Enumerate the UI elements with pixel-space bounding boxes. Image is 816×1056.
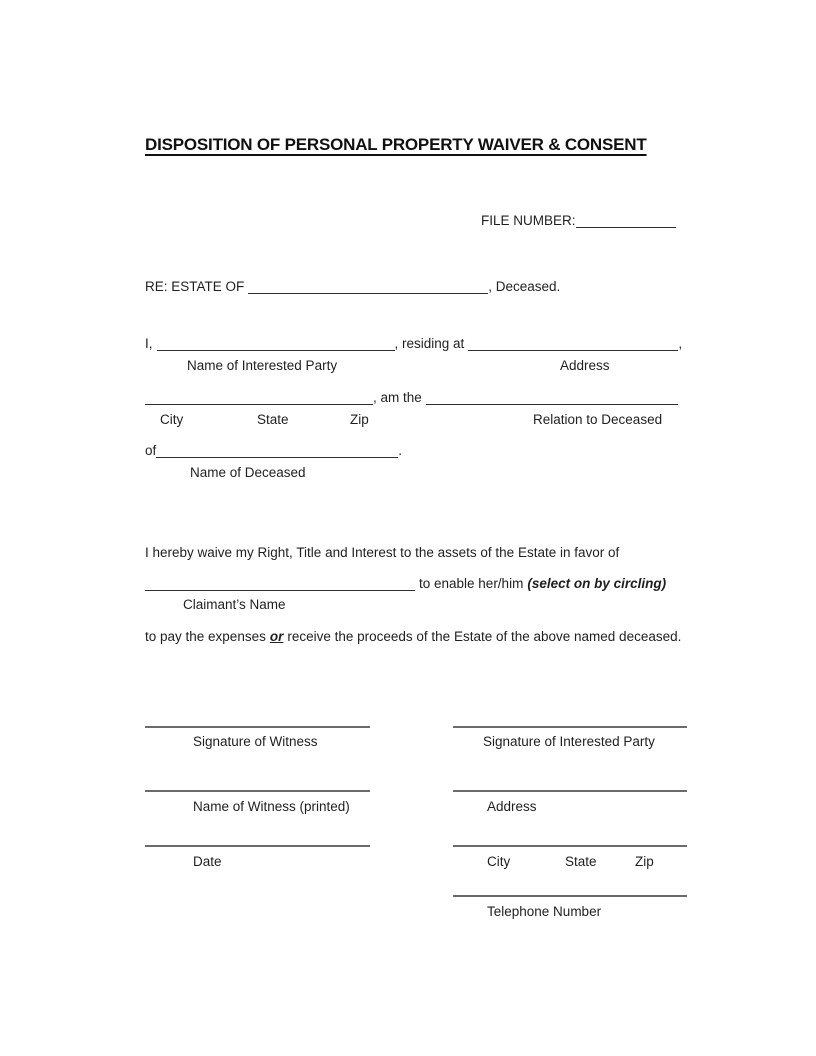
- witness-name-line: [145, 790, 370, 792]
- purpose-or: or: [269, 629, 284, 644]
- zip-caption: Zip: [350, 412, 369, 427]
- party-suffix: ,: [678, 336, 683, 351]
- party-address-blank: [468, 337, 678, 351]
- deceased-name-blank: [156, 444, 398, 458]
- address-caption: Address: [487, 799, 537, 814]
- deceased-suffix: .: [398, 443, 403, 458]
- city-state-zip-line-bottom: [453, 845, 687, 847]
- party-address-caption: Address: [560, 358, 610, 373]
- estate-prefix: RE: ESTATE OF: [145, 279, 245, 294]
- estate-line: [145, 278, 560, 295]
- interested-signature-caption: Signature of Interested Party: [483, 734, 655, 749]
- state-caption: State: [257, 412, 289, 427]
- deceased-name-line: [145, 442, 402, 459]
- date-caption: Date: [193, 854, 222, 869]
- purpose-before: to pay the expenses: [145, 629, 266, 644]
- address-line: [453, 790, 687, 792]
- party-name-blank: [157, 337, 395, 351]
- purpose-line: [145, 628, 681, 645]
- purpose-after: receive the proceeds of the Estate of the above named deceased.: [287, 629, 682, 644]
- estate-suffix: , Deceased.: [488, 279, 561, 294]
- file-number-blank: [576, 214, 676, 228]
- page-title: DISPOSITION OF PERSONAL PROPERTY WAIVER & CONSENT: [145, 135, 647, 154]
- witness-name-caption: Name of Witness (printed): [193, 799, 350, 814]
- claimant-emphasis: (select on by circling): [527, 576, 667, 591]
- date-line: [145, 845, 370, 847]
- city-state-zip-line: [145, 389, 678, 406]
- estate-name-blank: [248, 280, 488, 294]
- file-number-label: FILE NUMBER:: [481, 213, 576, 228]
- claimant-name-caption: Claimant’s Name: [183, 597, 286, 612]
- city-caption-bottom: City: [487, 854, 511, 869]
- party-middle: , residing at: [394, 336, 465, 351]
- file-number-line: [481, 212, 676, 229]
- interested-party-line: [145, 335, 682, 352]
- party-name-caption: Name of Interested Party: [187, 358, 338, 373]
- relation-blank: [426, 391, 678, 405]
- claimant-line: [145, 575, 666, 592]
- zip-caption-bottom: Zip: [635, 854, 654, 869]
- claimant-middle: to enable her/him: [419, 576, 524, 591]
- waiver-paragraph: I hereby waive my Right, Title and Interest to the assets of the Estate in favor of: [145, 545, 620, 560]
- city-state-zip-blank: [145, 391, 373, 405]
- witness-signature-line: [145, 726, 370, 728]
- witness-signature-caption: Signature of Witness: [193, 734, 318, 749]
- interested-signature-line: [453, 726, 687, 728]
- deceased-prefix: of: [145, 443, 157, 458]
- deceased-name-caption: Name of Deceased: [190, 465, 306, 480]
- city-caption: City: [160, 412, 184, 427]
- party-prefix: I,: [145, 336, 153, 351]
- relation-caption: Relation to Deceased: [533, 412, 663, 427]
- telephone-line: [453, 895, 687, 897]
- state-caption-bottom: State: [565, 854, 597, 869]
- telephone-caption: Telephone Number: [487, 904, 602, 919]
- city-line-middle: , am the: [373, 390, 422, 405]
- claimant-name-blank: [145, 577, 415, 591]
